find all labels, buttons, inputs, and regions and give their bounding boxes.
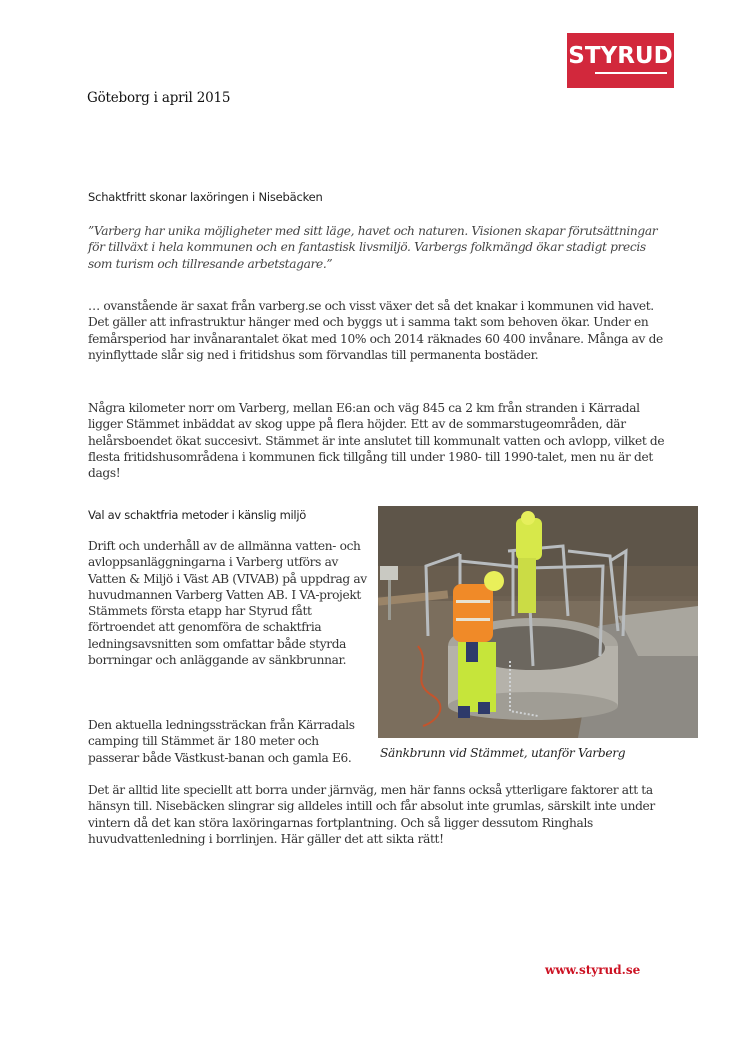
intro-quote: ”Varberg har unika möjligheter med sitt läge, havet och naturen. Visionen skapar förutsättningar för tillväxt i hela kommunen och en fantastisk livsmiljö. Varbergs folkmängd ökar stadigt precis som turism och tillresande arbetstagare.” <box>88 224 658 271</box>
footer-website-link[interactable]: www.styrud.se <box>545 963 641 977</box>
section-subhead: Val av schaktfria metoder i känslig miljö <box>88 508 306 522</box>
logo-text: STYRUD <box>568 43 673 69</box>
headline: Schaktfritt skonar laxöringen i Nisebäcken <box>88 190 323 204</box>
column-paragraph-2: Den aktuella ledningssträckan från Kärradals camping till Stämmet är 180 meter och passerar både Västkust-banan och gamla E6. <box>88 718 355 765</box>
styrud-logo <box>567 33 674 88</box>
logo-underline <box>595 72 667 74</box>
photo-caption: Sänkbrunn vid Stämmet, utanför Varberg <box>380 746 626 760</box>
body-paragraph-1: … ovanstående är saxat från varberg.se och visst växer det så det knakar i kommunen vid havet. Det gäller att infrastruktur hänger med och byggs ut i samma takt som behoven ökar. Under en femårsperiod har invånarantalet ökat med 10% och 2014 räknades 60 400 invånare. Många av de nyinflyttade slår sig ned i fritidshus som förvandlas till permanenta bostäder. <box>88 299 663 362</box>
column-paragraph-1: Drift och underhåll av de allmänna vatten- och avloppsanläggningarna i Varberg utförs av Vatten & Miljö i Väst AB (VIVAB) på uppdrag av huvudmannen Varberg Vatten AB. I VA-projekt Stämmets första etapp har Styrud fått förtroendet att genomföra de schaktfria ledningsavsnitten som omfattar både styrda borrningar och anläggande av sänkbrunnar. <box>88 539 367 668</box>
dateline: Göteborg i april 2015 <box>87 90 231 106</box>
closing-paragraph: Det är alltid lite speciellt att borra under järnväg, men här fanns också ytterligare faktorer att ta hänsyn till. Nisebäcken slingrar sig alldeles intill och får absolut inte grumlas, särskilt inte under vintern då det kan störa laxöringarnas fortplantning. Och så ligger dessutom Ringhals huvudvattenledning i borrlinjen. Här gäller det att sikta rätt! <box>88 783 655 846</box>
sink-well-photo <box>378 506 698 738</box>
photo-illustration <box>378 506 698 738</box>
body-paragraph-2: Några kilometer norr om Varberg, mellan E6:an och väg 845 ca 2 km från stranden i Kärradal ligger Stämmet inbäddat av skog uppe på flera höjder. Ett av de sommarstugeområden, där helårsboendet ökat succesivt. Stämmet är inte anslutet till kommunalt vatten och avlopp, vilket de flesta fritidshusområdena i kommunen fick tillgång till under 1980- till 1990-talet, men nu är det dags! <box>88 401 665 481</box>
